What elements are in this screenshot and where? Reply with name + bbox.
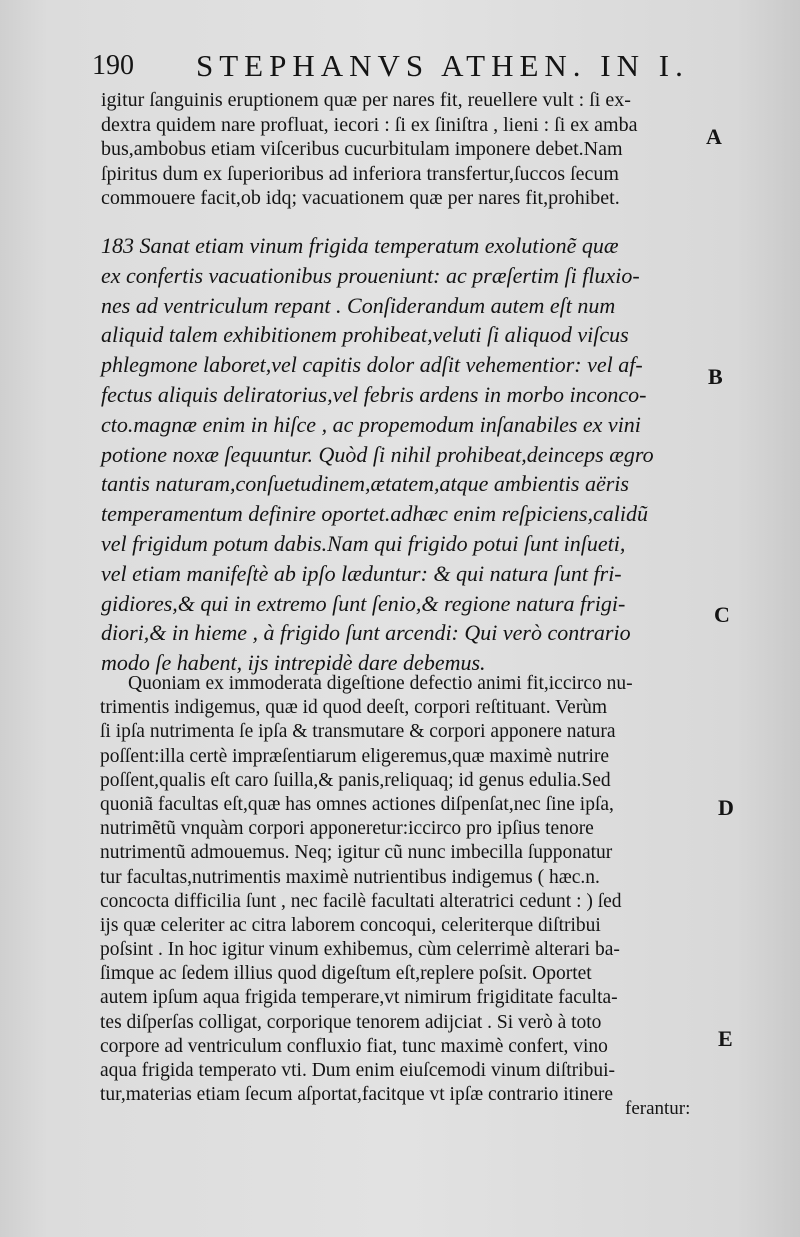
text-line: poſſent:illa certè impræſentiarum eligeremus,quæ maximè nutrire bbox=[100, 745, 610, 767]
text-line: nes ad ventriculum repant . Conſiderandum autem eſt num bbox=[101, 292, 616, 318]
text-line: bus,ambobus etiam viſceribus cucurbitulam imponere debet.Nam bbox=[101, 138, 623, 161]
text-line: cto.magnæ enim in hiſce , ac propemodum inſanabiles ex vini bbox=[101, 411, 641, 437]
text-line: poſsint . In hoc igitur vinum exhibemus, cùm celerrimè alterari ba- bbox=[100, 939, 620, 961]
text-line: modo ſe habent, ijs intrepidè dare debemus. bbox=[101, 650, 486, 676]
text-line: nutrimẽtũ vnquàm corpori apponeretur:iccirco pro ipſius tenore bbox=[100, 818, 594, 840]
text-line: fectus aliquis deliratorius,vel febris ardens in morbo inconco- bbox=[101, 381, 647, 407]
text-line: vel frigidum potum dabis.Nam qui frigido potui ſunt inſueti, bbox=[101, 530, 626, 556]
text-line: diori,& in hieme , à frigido ſunt arcendi: Qui verò contrario bbox=[101, 620, 631, 646]
page-header bbox=[92, 42, 689, 86]
text-line: ex confertis vacuationibus proueniunt: ac præſertim ſi fluxio- bbox=[101, 262, 640, 288]
paragraph-top bbox=[101, 88, 713, 211]
text-line: tes diſperſas colligat, corporique tenorem adijciat . Si verò à toto bbox=[100, 1011, 602, 1033]
text-line: tantis naturam,conſuetudinem,ætatem,atque ambientis aëris bbox=[101, 471, 629, 497]
text-line: corpore ad ventriculum confluxio fiat, tunc maximè confert, vino bbox=[100, 1035, 608, 1057]
margin-letter-a: A bbox=[706, 124, 722, 149]
text-line: trimentis indigemus, quæ id quod deeſt, corpori reſtituant. Verùm bbox=[100, 697, 608, 719]
italic-text-section bbox=[101, 231, 713, 678]
text-line: tur facultas,nutrimentis maximè nutrientibus indigemus ( hæc.n. bbox=[100, 866, 600, 888]
margin-letter-d: D bbox=[718, 795, 734, 820]
catchword: ferantur: bbox=[625, 1098, 691, 1119]
text-line: gidiores,& qui in extremo ſunt ſenio,& regione natura frigi- bbox=[101, 590, 626, 616]
text-line: vel etiam manifeſtè ab ipſo læduntur: & qui natura ſunt fri- bbox=[101, 560, 622, 586]
margin-letter-e: E bbox=[718, 1026, 733, 1051]
text-line: quoniã facultas eſt,quæ has omnes actiones diſpenſat,nec ſine ipſa, bbox=[100, 793, 614, 815]
margin-letter-c: C bbox=[714, 602, 730, 627]
running-title: STEPHANVS ATHEN. IN I. bbox=[196, 48, 689, 83]
text-line: aqua frigida temperato vti. Dum enim eiuſcemodi vinum diſtribui- bbox=[100, 1060, 615, 1081]
text-line: aliquid talem exhibitionem prohibeat,veluti ſi aliquod viſcus bbox=[101, 322, 629, 348]
paragraph-bottom bbox=[100, 672, 713, 1107]
text-line: poſſent,qualis eſt caro ſuilla,& panis,reliquaq; id genus edulia.Sed bbox=[100, 769, 611, 791]
text-line: commouere facit,ob idq; vacuationem quæ per nares fit,prohibet. bbox=[101, 187, 620, 210]
text-line: 183 Sanat etiam vinum frigida temperatum exolutionẽ quæ bbox=[101, 233, 619, 258]
text-line: ſi ipſa nutrimenta ſe ipſa & transmutare & corpori apponere natura bbox=[100, 721, 616, 743]
text-line: autem ipſum aqua frigida temperare,vt nimirum frigiditate faculta- bbox=[100, 987, 618, 1009]
text-line: ſimque ac ſedem illius quod digeſtum eſt,replere poſsit. Oportet bbox=[100, 963, 592, 985]
text-line: ijs quæ celeriter ac citra laborem concoqui, celeriterque diſtribui bbox=[100, 914, 601, 936]
text-line: concocta difficilia ſunt , nec facilè facultati alteratrici cedunt : ) ſed bbox=[100, 890, 622, 912]
text-line: dextra quidem nare profluat, iecori : ſi ex ſiniſtra , lieni : ſi ex amba bbox=[101, 113, 638, 136]
page-number: 190 bbox=[92, 50, 134, 81]
text-line: potione noxæ ſequuntur. Quòd ſi nihil prohibeat,deinceps ægro bbox=[101, 441, 654, 467]
text-line: tur,materias etiam ſecum aſportat,facitque vt ipſæ contrario itinere bbox=[100, 1084, 614, 1106]
text-line: igitur ſanguinis eruptionem quæ per nares fit, reuellere vult : ſi ex- bbox=[101, 89, 631, 111]
text-line: phlegmone laboret,vel capitis dolor adſit vehementior: vel af- bbox=[101, 352, 643, 378]
text-line: ſpiritus dum ex ſuperioribus ad inferiora transfertur,ſuccos ſecum bbox=[101, 162, 619, 185]
text-line: temperamentum definire oportet.adhæc enim reſpiciens,calidũ bbox=[101, 501, 649, 527]
margin-letter-b: B bbox=[708, 364, 723, 389]
text-line: Quoniam ex immoderata digeſtione defectio animi fit,iccirco nu- bbox=[128, 673, 633, 694]
text-line: nutrimentũ admouemus. Neq; igitur cũ nunc imbecilla ſupponatur bbox=[100, 842, 613, 864]
